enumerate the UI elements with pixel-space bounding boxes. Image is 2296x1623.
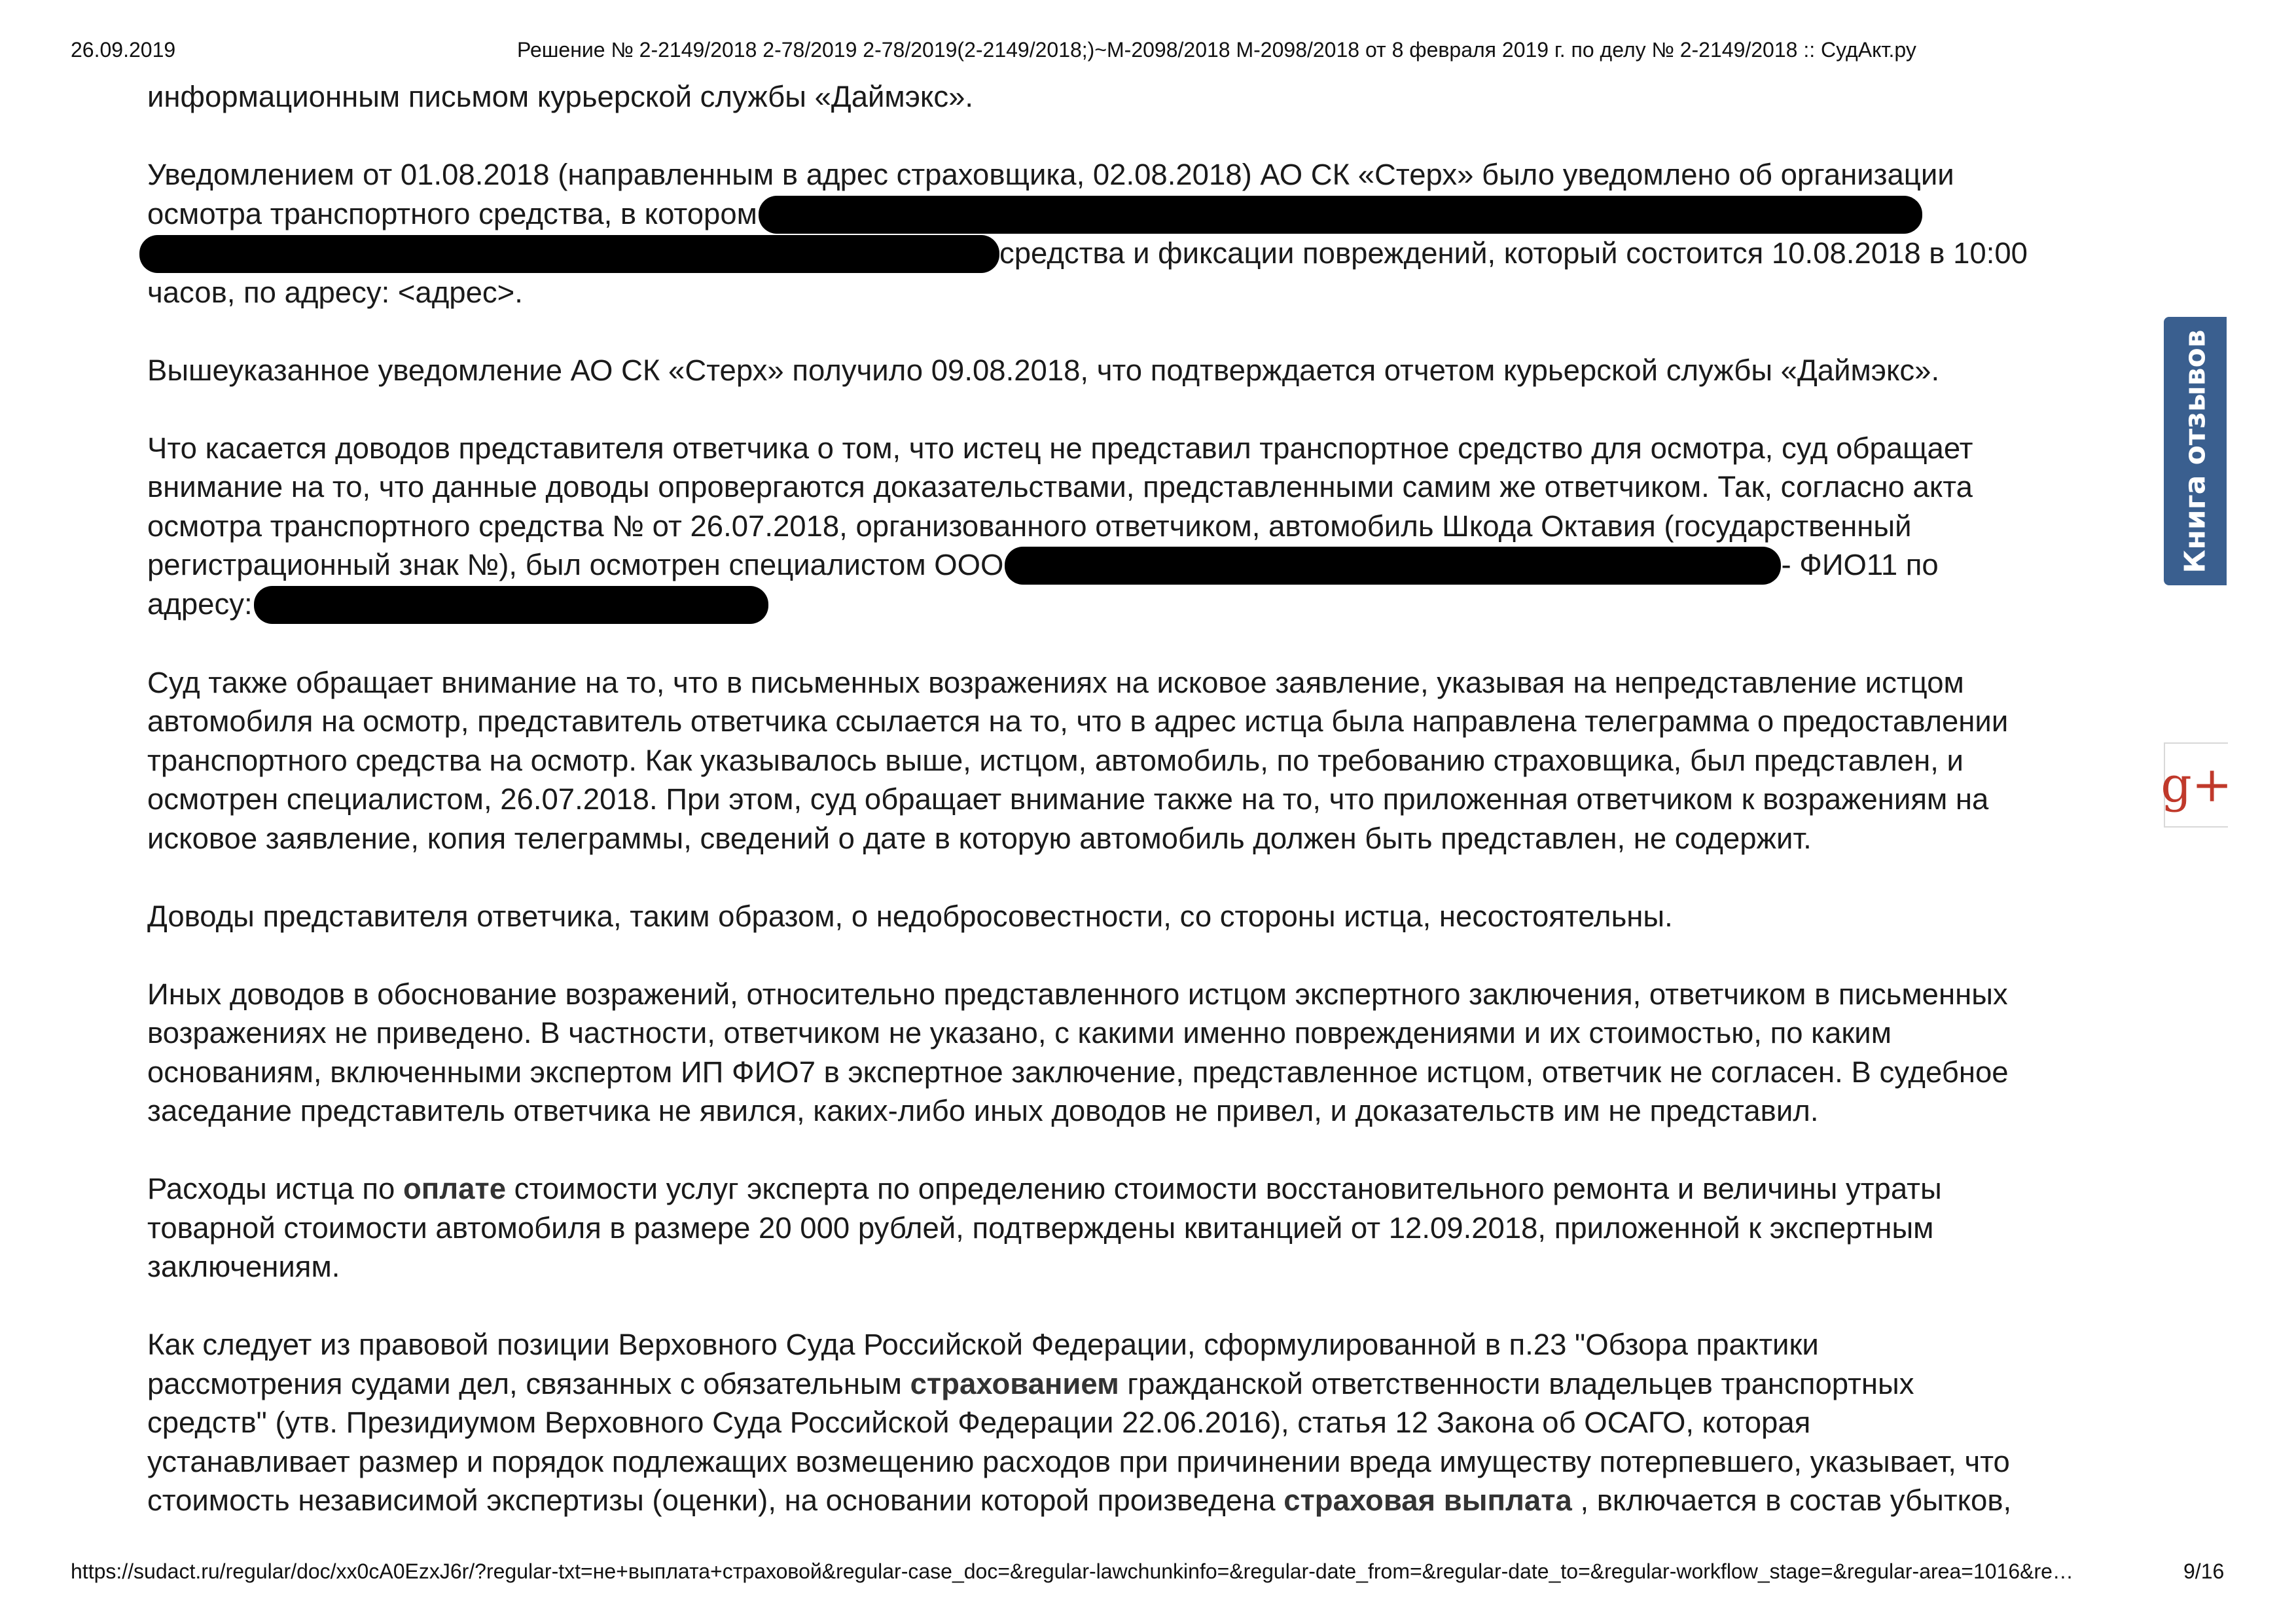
text-fragment: стоимости услуг эксперта по определению стоимости восстановительного ремонта и величины утраты xyxy=(506,1172,1942,1205)
text-line: Как следует из правовой позиции Верховного Суда Российской Федерации, сформулированной в п.23 "Обзора практики xyxy=(147,1328,1819,1361)
text-fragment: - ФИО11 по xyxy=(1781,548,1939,581)
text-line: автомобиля на осмотр, представитель ответчика ссылается на то, что в адрес истца была направлена телеграмма о предоставлении xyxy=(147,704,2009,738)
text-fragment: рассмотрения судами дел, связанных с обязательным xyxy=(147,1366,910,1400)
text-fragment: адресу: xyxy=(147,587,253,621)
text-fragment: Расходы истца по xyxy=(147,1172,403,1205)
page-number: 9/16 xyxy=(2183,1559,2225,1583)
text-line: исковое заявление, копия телеграммы, сведений о дате в которую автомобиль должен быть представлен, не содержит. xyxy=(147,821,1812,855)
text-line: Иных доводов в обоснование возражений, относительно представленного истцом экспертного заключения, ответчиком в письменных xyxy=(147,977,2008,1011)
paragraph xyxy=(147,77,2130,117)
redaction-bar xyxy=(1005,547,1781,585)
search-highlight: оплате xyxy=(403,1172,507,1205)
text-line: устанавливает размер и порядок подлежащих возмещению расходов при причинении вреда имуществу потерпевшего, указывает, что xyxy=(147,1444,2010,1478)
reviews-book-tab[interactable] xyxy=(2164,317,2227,585)
google-plus-icon: g+ xyxy=(2161,757,2233,813)
text-line: возражениях не приведено. В частности, ответчиком не указано, с какими именно повреждениями и их стоимостью, по каким xyxy=(147,1016,1892,1049)
text-line: заседание представитель ответчика не явился, каких-либо иных доводов не привел, и доказательств им не представил. xyxy=(147,1094,1819,1127)
text-line: часов, по адресу: <адрес>. xyxy=(147,275,523,309)
redaction-bar xyxy=(139,235,999,273)
text-line: осмотра транспортного средства № от 26.07.2018, организованного ответчиком, автомобиль Шкода Октавия (государственный xyxy=(147,509,1912,543)
paragraph xyxy=(147,1325,2130,1520)
text-fragment: гражданской ответственности владельцев транспортных xyxy=(1119,1366,1914,1400)
text-line: Доводы представителя ответчика, таким образом, о недобросовестности, со стороны истца, несостоятельны. xyxy=(147,899,1673,933)
text-line: Вышеуказанное уведомление АО СК «Стерх» получило 09.08.2018, что подтверждается отчетом курьерской службы «Даймэкс». xyxy=(147,353,1940,387)
google-plus-button[interactable] xyxy=(2161,742,2233,828)
text-line: внимание на то, что данные доводы опровергаются доказательствами, представленными самим же ответчиком. Так, согласно акта xyxy=(147,470,1973,503)
header-title: Решение № 2-2149/2018 2-78/2019 2-78/2019(2-2149/2018;)~М-2098/2018 М-2098/2018 от 8 февраля 2019 г. по делу № 2-2149/2018 :: СудАкт.ру xyxy=(517,38,1916,62)
text-fragment: осмотра транспортного средства, в котором xyxy=(147,196,757,230)
text-line: товарной стоимости автомобиля в размере 20 000 рублей, подтверждены квитанцией от 12.09.2018, приложенной к экспертным xyxy=(147,1211,1934,1245)
reviews-book-label: Книга отзывов xyxy=(2178,329,2212,574)
paragraph xyxy=(147,663,2130,858)
text-line: Суд также обращает внимание на то, что в письменных возражениях на исковое заявление, указывая на непредставление истцом xyxy=(147,665,1964,699)
text-line: осмотрен специалистом, 26.07.2018. При этом, суд обращает внимание также на то, что приложенная ответчиком к возражениям на xyxy=(147,782,1989,816)
document-body xyxy=(147,77,2130,1559)
text-line xyxy=(147,1481,2130,1520)
text-line xyxy=(147,194,2130,234)
text-line: заключениям. xyxy=(147,1250,340,1283)
text-line: транспортного средства на осмотр. Как указывалось выше, истцом, автомобиль, по требованию страховщика, был представлен, и xyxy=(147,743,1964,777)
header-date: 26.09.2019 xyxy=(71,38,176,62)
text-fragment: , включается в состав убытков, xyxy=(1571,1484,2012,1517)
text-line: средств" (утв. Президиумом Верховного Суда Российской Федерации 22.06.2016), статья 12 Закона об ОСАГО, которая xyxy=(147,1406,1811,1439)
text-fragment: средства и фиксации повреждений, который состоится 10.08.2018 в 10:00 xyxy=(999,236,2028,270)
paragraph xyxy=(147,155,2130,312)
redaction-bar xyxy=(759,196,1922,234)
text-fragment: стоимость независимой экспертизы (оценки), на основании которой произведена xyxy=(147,1484,1284,1517)
text-line: Что касается доводов представителя ответчика о том, что истец не представил транспортное средство для осмотра, суд обращает xyxy=(147,431,1973,465)
paragraph xyxy=(147,1169,2130,1286)
search-highlight: страховая выплата xyxy=(1283,1484,1572,1517)
text-line xyxy=(147,1169,2130,1209)
paragraph xyxy=(147,897,2130,936)
paragraph xyxy=(147,351,2130,390)
text-fragment: регистрационный знак №), был осмотрен специалистом ООО xyxy=(147,548,1004,581)
text-line xyxy=(147,545,2130,585)
text-line xyxy=(147,585,2130,624)
footer-url: https://sudact.ru/regular/doc/xx0cA0EzxJ6r/?regular-txt=не+выплата+страховой&regular-case_doc=&regular-lawchunkinfo=&regular-date_from=&regular-date_to=&regular-workflow_stage=&regular-area=1016&re… xyxy=(71,1559,2073,1583)
search-highlight: страхованием xyxy=(910,1366,1119,1400)
text-line: основаниям, включенными экспертом ИП ФИО7 в экспертное заключение, представленное истцом, ответчик не согласен. В судебное xyxy=(147,1055,2009,1089)
text-line xyxy=(147,1364,2130,1404)
text-line: информационным письмом курьерской службы «Даймэкс». xyxy=(147,80,974,113)
text-line: Уведомлением от 01.08.2018 (направленным в адрес страховщика, 02.08.2018) АО СК «Стерх» было уведомлено об организации xyxy=(147,158,1954,191)
paragraph xyxy=(147,429,2130,625)
text-line xyxy=(139,234,2130,273)
redaction-bar xyxy=(254,586,768,624)
paragraph xyxy=(147,975,2130,1131)
